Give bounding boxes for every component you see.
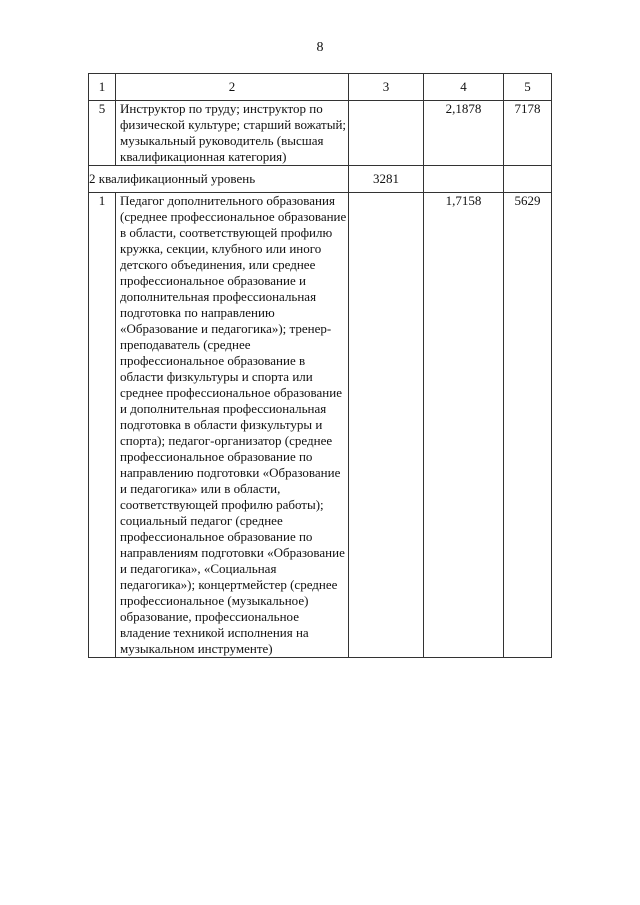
position-cell xyxy=(116,101,349,166)
header-cell: 1 xyxy=(89,74,116,101)
row-number: 5 xyxy=(89,101,116,166)
header-cell: 2 xyxy=(116,74,349,101)
column-3-cell xyxy=(349,101,424,166)
qualification-level-label: 2 квалификационный уровень xyxy=(89,166,349,193)
coefficient-cell: 1,7158 xyxy=(424,193,504,658)
qualification-level-value: 3281 xyxy=(349,166,424,193)
coefficient-cell: 2,1878 xyxy=(424,101,504,166)
position-text: Педагог дополнительного образования (среднее профессиональное образование в области, соответствующей профилю кружка, секции, клубного или иного детского объединения, или среднее профессиональное образование и дополнительная профессиональная подготовка по направлению «Образование и педагогика»); тренер-преподаватель (среднее профессиональное образование в области физкультуры и спорта или среднее профессиональное образование и дополнительная профессиональная подготовка в области физкультуры и спорта); педагог-организатор (среднее профессиональное образование по направлению подготовки «Образование и педагогика» или в области, соответствующей профилю работы); социальный педагог (среднее профессиональное образование по направлениям подготовки «Образование и педагогика», «Социальная педагогика»); концертмейстер (среднее профессиональное (музыкальное) образование, профессиональное владение техникой исполнения на музыкальном инструменте) xyxy=(120,193,347,656)
empty-cell xyxy=(424,166,504,193)
salary-table xyxy=(88,73,552,658)
position-cell xyxy=(116,193,349,658)
table-header-row xyxy=(89,74,552,101)
qualification-level-row xyxy=(89,166,552,193)
table-row xyxy=(89,101,552,166)
row-number: 1 xyxy=(89,193,116,658)
empty-cell xyxy=(504,166,552,193)
salary-cell: 7178 xyxy=(504,101,552,166)
salary-cell: 5629 xyxy=(504,193,552,658)
table-row xyxy=(89,193,552,658)
position-text: Инструктор по труду; инструктор по физической культуре; старший вожатый; музыкальный руководитель (высшая квалификационная категория) xyxy=(120,101,347,164)
header-cell: 4 xyxy=(424,74,504,101)
header-cell: 5 xyxy=(504,74,552,101)
column-3-cell xyxy=(349,193,424,658)
page-number: 8 xyxy=(316,40,324,55)
header-cell: 3 xyxy=(349,74,424,101)
